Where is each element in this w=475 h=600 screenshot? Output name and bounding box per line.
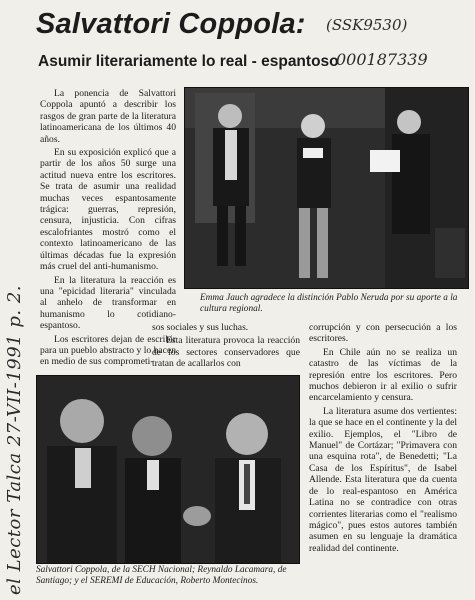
paragraph: Esta literatura provoca la reacción de los sectores conservadores que tratan de acallarlos con: [152, 335, 300, 370]
subheadline: Asumir literariamente lo real - espantoso: [38, 53, 339, 70]
photo-speakers-image: [37, 376, 299, 563]
paragraph: sos sociales y sus luchas.: [152, 322, 249, 333]
paragraph: En Chile aún no se realiza un catastro de las víctimas de la represión entre los escritores. Pero muchos debieron ir al exilio o sufrir encarcelamiento y censura.: [309, 346, 457, 404]
photo-caption-1: Emma Jauch agradece la distinción Pablo Neruda por su aporte a la cultura regional.: [200, 293, 458, 314]
paragraph: La ponencia de Salvattori Coppola apuntó a describir los rasgos de gran parte de la literatura latinoamericana de los últimos 40 años.: [40, 88, 176, 145]
photo-award-ceremony-image: [185, 88, 468, 288]
paragraph: Los escritores dejan de escribir para un pueblo abstracto y lo hacen en medio de sus comprometi-: [40, 333, 176, 368]
paragraph: En su exposición explicó que a partir de los años 50 surge una actitud nueva entre los escritores. Se trata de asumir una realidad muchas veces espantosamente trágica: guerras, represión, censura, injusticia. Con cifras escalofriantes mostró como el contexto latinoamericano de las últimas décadas fue la expresión más cruel del anti-humanismo.: [40, 147, 176, 273]
paragraph: corrupción y con persecución a los escritores.: [309, 322, 457, 345]
paragraph: En la literatura la reacción es una "epicidad literaria" vinculada al anhelo de transformar en humanismo lo cotidiano-espantoso.: [40, 274, 176, 332]
photo-caption-2: Salvattori Coppola, de la SECH Nacional; Reynaldo Lacamara, de Santiago; y el SEREMI de Educación, Roberto Montecinos.: [36, 565, 287, 586]
body-column-3: [309, 322, 457, 556]
handwritten-code-bottom: 000187339: [336, 50, 428, 69]
paragraph: La literatura asume dos vertientes: la que se hace en el continente y la del exilio. Ejemplos, el "Libro de Manuel" de Cortázar; "Primavera con una esquina rota", de Benedetti; "La Casa de los Espíritus", de Isabel Allende. Esta literatura que da cuenta de lo real-espantoso en América Latina no se contradice con otras corrientes literarias como el "realismo mágico", pues estos autores también asumen en su lenguaje la dramática realidad del continente.: [309, 405, 457, 554]
handwritten-margin-note: el Lector Talca 27-VII-1991 p. 2.: [4, 285, 25, 595]
photo-speakers: [36, 375, 300, 564]
headline: Salvattori Coppola:: [36, 8, 306, 40]
photo-award-ceremony: [184, 87, 469, 289]
body-column-2: [152, 322, 300, 372]
handwritten-code-top: (SSK9530): [326, 16, 408, 34]
